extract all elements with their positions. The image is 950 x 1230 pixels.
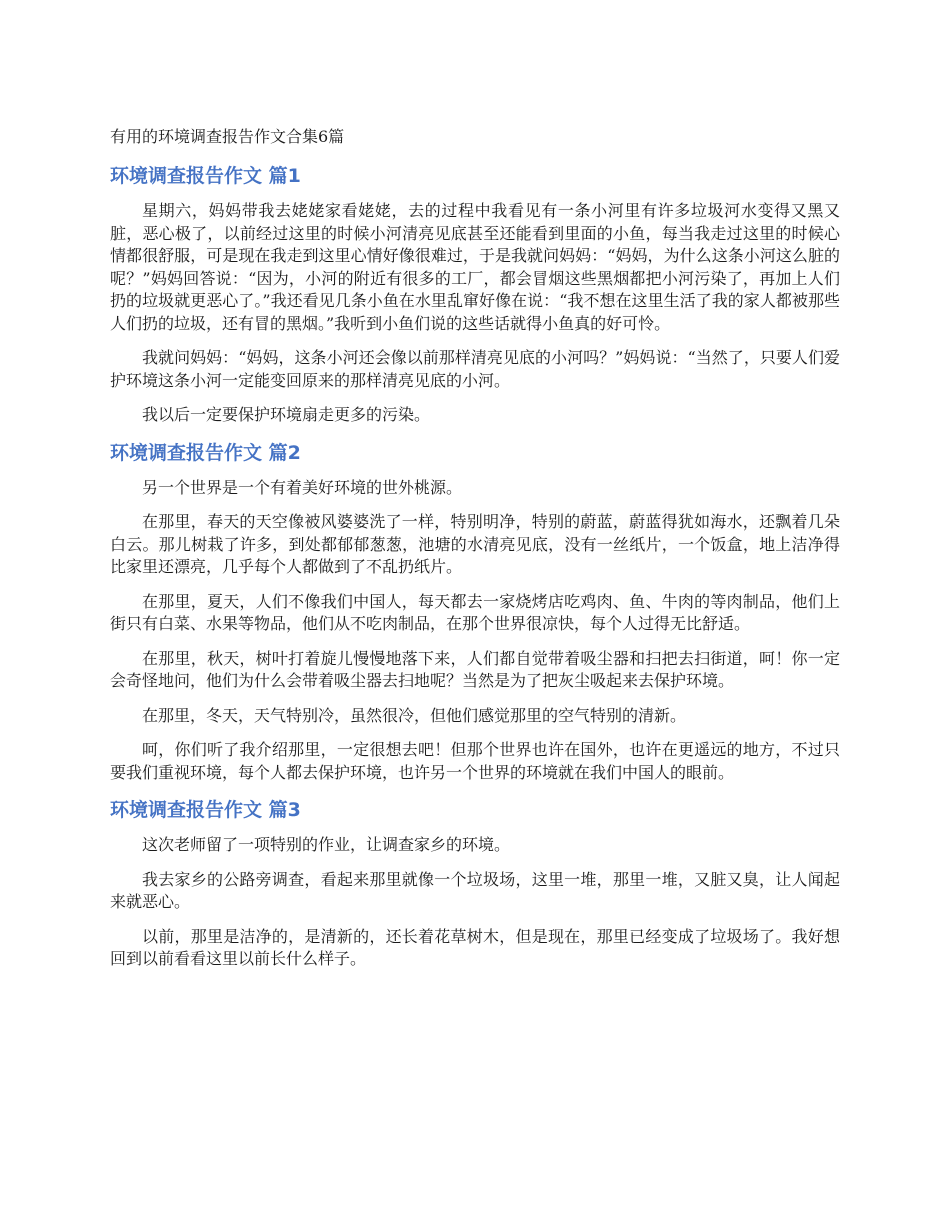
paragraph: 在那里，冬天，天气特别冷，虽然很冷，但他们感觉那里的空气特别的清新。: [142, 705, 687, 725]
document-title: 有用的环境调查报告作文合集6篇: [110, 127, 345, 146]
paragraph: 呵，你们听了我介绍那里，一定很想去吧！但那个世界也许在国外，也许在更遥远的地方，不过只要我们重视环境，每个人都去保护环境，也许另一个世界的环境就在我们中国人的眼前。: [110, 740, 840, 782]
paragraph: 在那里，夏天，人们不像我们中国人，每天都去一家烧烤店吃鸡肉、鱼、牛肉的等肉制品，他们上街只有白菜、水果等物品，他们从不吃肉制品，在那个世界很凉快，每个人过得无比舒适。: [110, 591, 840, 633]
paragraph: 我去家乡的公路旁调查，看起来那里就像一个垃圾场，这里一堆，那里一堆，又脏又臭，让人闻起来就恶心。: [110, 869, 840, 911]
document-page: [110, 124, 840, 983]
paragraph: 在那里，秋天，树叶打着旋儿慢慢地落下来，人们都自觉带着吸尘器和扫把去扫街道，呵！你一定会奇怪地问，他们为什么会带着吸尘器去扫地呢？当然是为了把灰尘吸起来去保护环境。: [110, 648, 840, 690]
paragraph: 我以后一定要保护环境扇走更多的污染。: [142, 405, 431, 424]
paragraph: 我就问妈妈：“妈妈，这条小河还会像以前那样清亮见底的小河吗？”妈妈说：“当然了，只要人们爱护环境这条小河一定能变回原来的那样清亮见底的小河。: [110, 348, 840, 390]
section-heading: 环境调查报告作文 篇2: [110, 441, 301, 464]
paragraph: 星期六，妈妈带我去姥姥家看姥姥，去的过程中我看见有一条小河里有许多垃圾河水变得又黑又脏，恶心极了，以前经过这里的时候小河清亮见底甚至还能看到里面的小鱼，每当我走过这里的时候心情都很舒服，可是现在我走到这里心情好像很难过，于是我就问妈妈：“妈妈，为什么这条小河这么脏的呢？”妈妈回答说：“因为，小河的附近有很多的工厂，都会冒烟这些黑烟都把小河污染了，再加上人们扔的垃圾就更恶心了。”我还看见几条小鱼在水里乱窜好像在说：“我不想在这里生活了我的家人都被那些人们扔的垃圾，还有冒的黑烟。”我听到小鱼们说的这些话就得小鱼真的好可怜。: [110, 201, 840, 333]
paragraph: 在那里，春天的天空像被风婆婆洗了一样，特别明净，特别的蔚蓝，蔚蓝得犹如海水，还飘着几朵白云。那儿树栽了许多，到处都郁郁葱葱，池塘的水清亮见底，没有一丝纸片，一个饭盒，地上洁净得比家里还漂亮，几乎每个人都做到了不乱扔纸片。: [110, 512, 840, 576]
paragraph: 另一个世界是一个有着美好环境的世外桃源。: [142, 477, 463, 497]
essay-section-1: [110, 162, 840, 427]
section-heading: 环境调查报告作文 篇3: [110, 799, 301, 821]
essay-section-2: [110, 439, 840, 785]
paragraph: 这次老师留了一项特别的作业，让调查家乡的环境。: [142, 835, 511, 854]
section-heading: 环境调查报告作文 篇1: [110, 165, 301, 187]
essay-section-3: [110, 796, 840, 971]
paragraph: 以前，那里是洁净的，是清新的，还长着花草树木，但是现在，那里已经变成了垃圾场了。我好想回到以前看看这里以前长什么样子。: [110, 926, 840, 968]
